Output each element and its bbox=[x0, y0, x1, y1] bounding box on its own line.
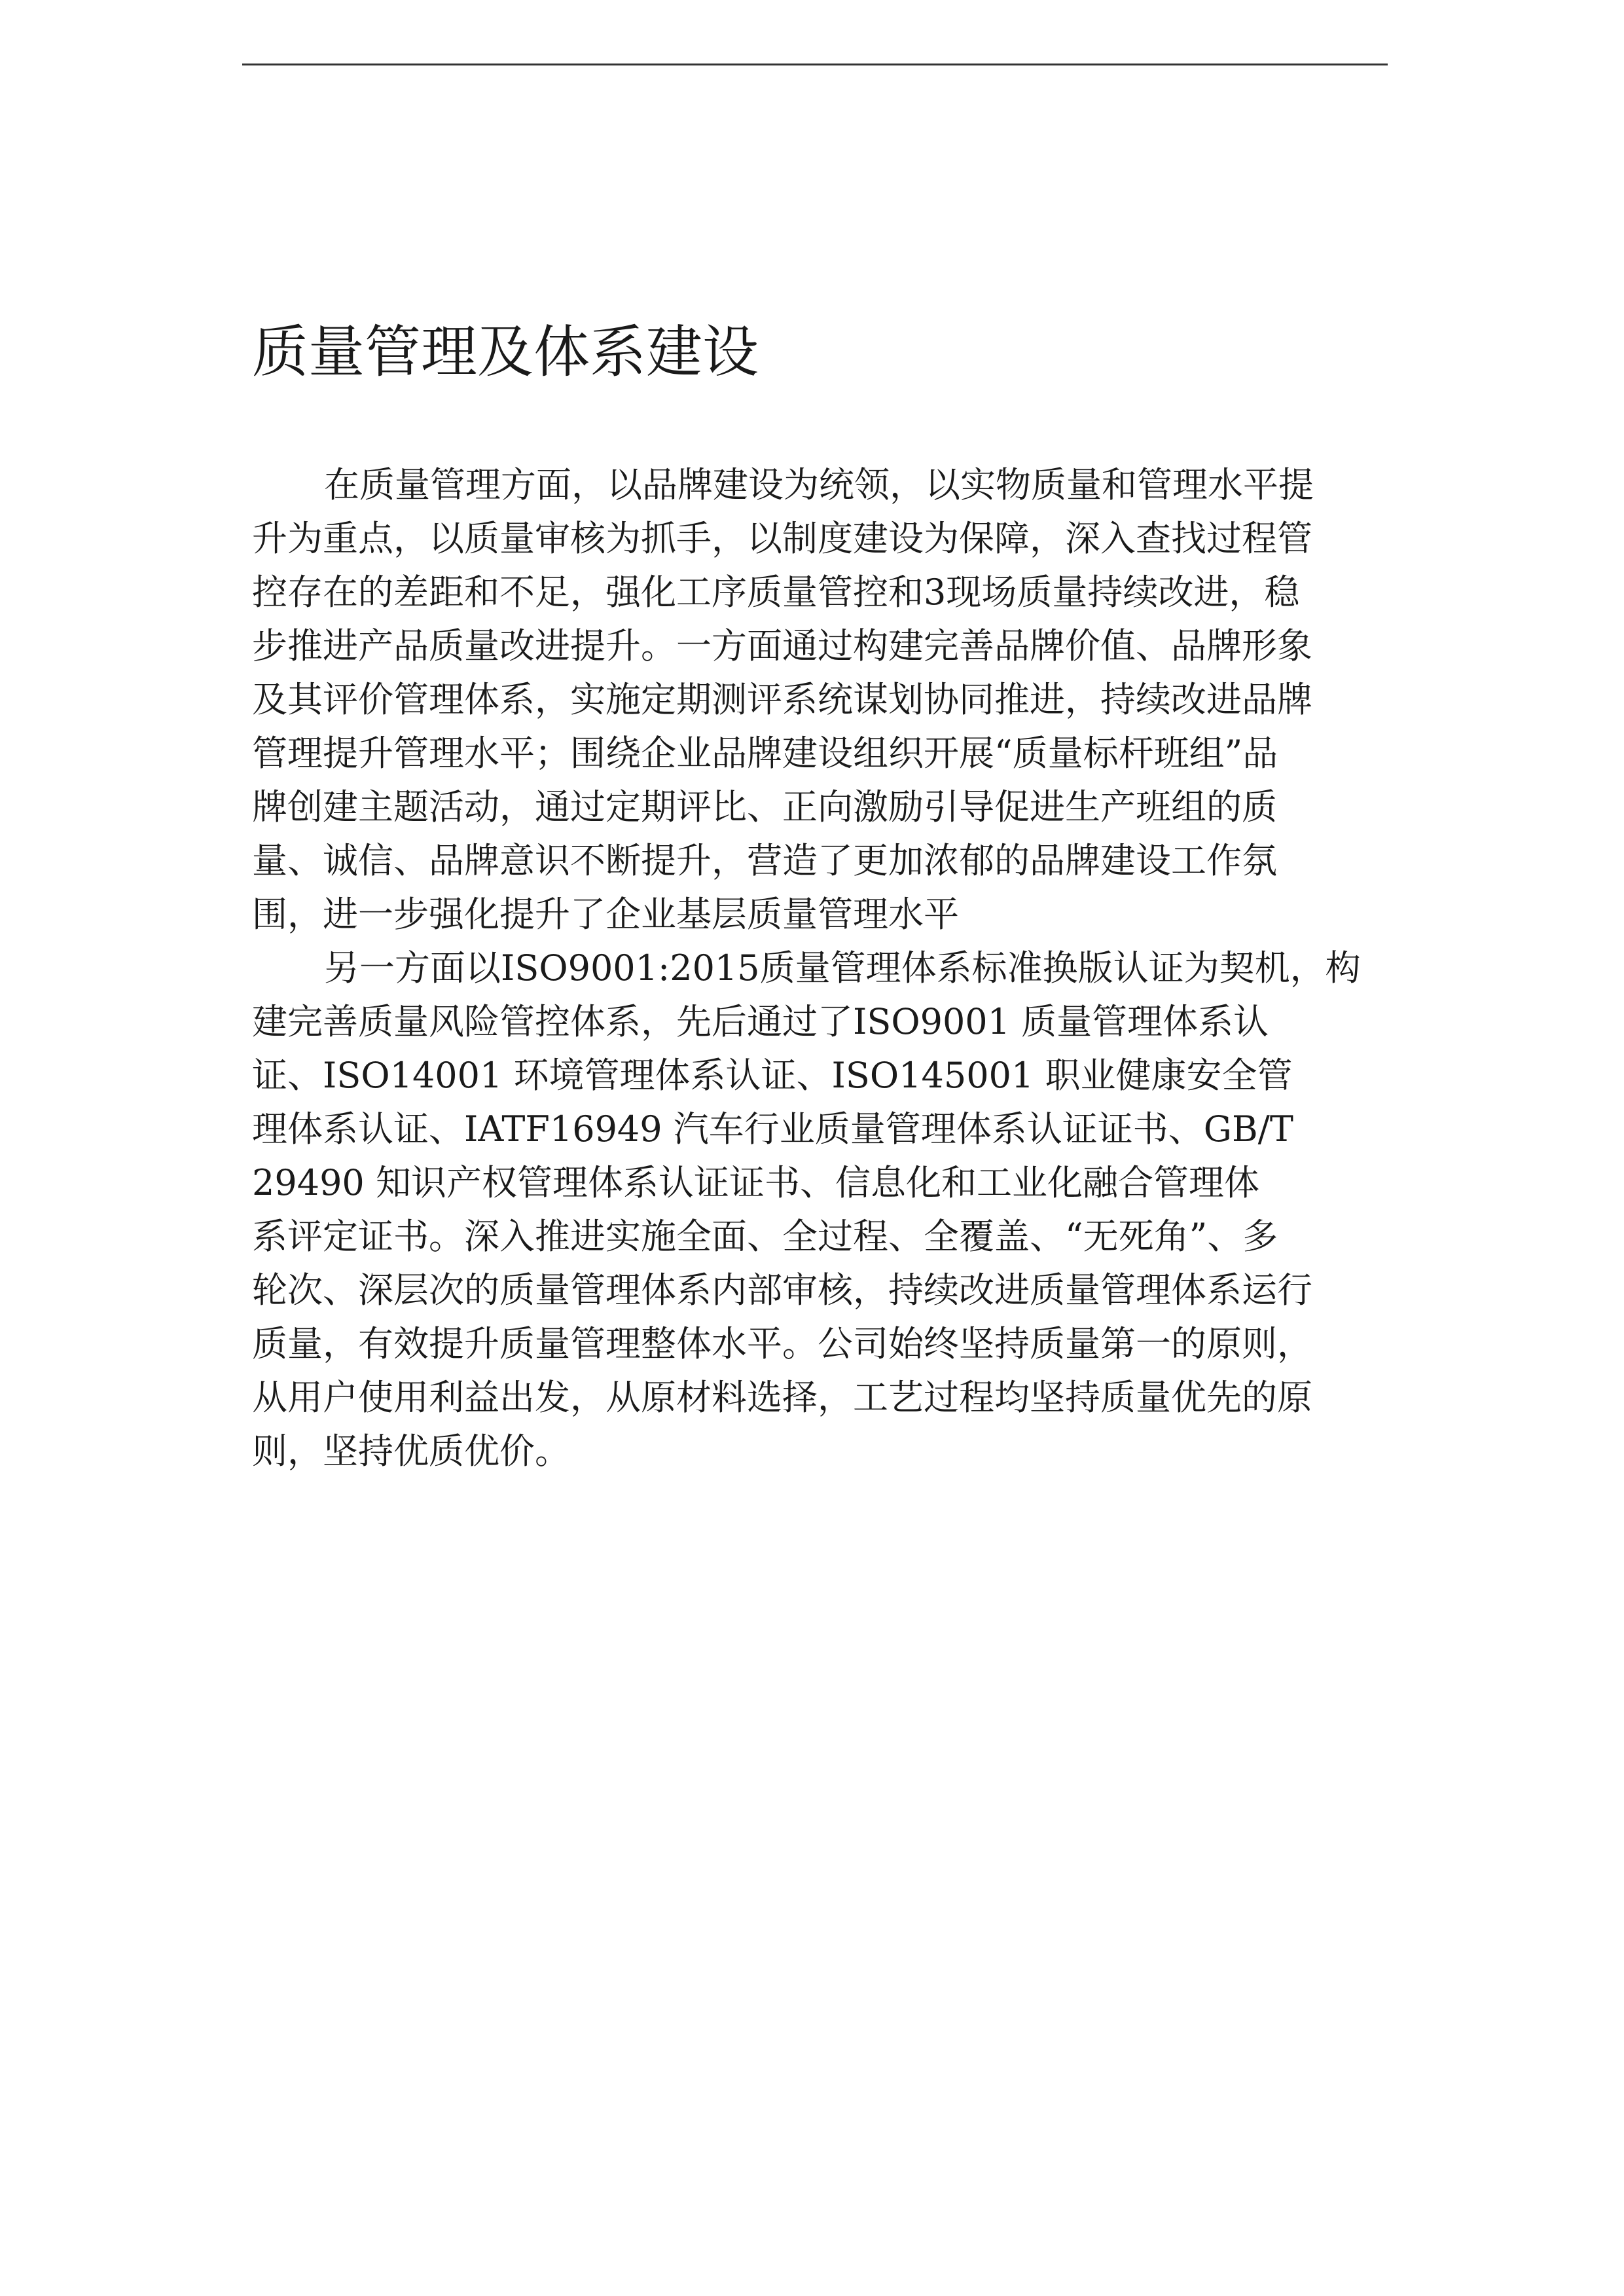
body-line: 控存在的差距和不足，强化工序质量管控和3现场质量持续改进，稳 bbox=[252, 572, 1300, 613]
body-line: 管理提升管理水平；围绕企业品牌建设组织开展“质量标杆班组”品 bbox=[252, 733, 1278, 774]
body-line: 系评定证书。深入推进实施全面、全过程、全覆盖、“无死角”、多 bbox=[252, 1216, 1278, 1257]
body-line: 在质量管理方面，以品牌建设为统领，以实物质量和管理水平提 bbox=[324, 464, 1314, 505]
body-line: 29490 知识产权管理体系认证证书、信息化和工业化融合管理体 bbox=[252, 1162, 1259, 1203]
body-line: 从用户使用利益出发，从原材料选择，工艺过程均坚持质量优先的原 bbox=[252, 1377, 1312, 1418]
body-line: 质量，有效提升质量管理整体水平。公司始终坚持质量第一的原则， bbox=[252, 1323, 1312, 1364]
body-line: 升为重点，以质量审核为抓手，以制度建设为保障，深入查找过程管 bbox=[252, 518, 1312, 559]
body-line: 围，进一步强化提升了企业基层质量管理水平 bbox=[252, 894, 959, 935]
body-line: 理体系认证、IATF16949 汽车行业质量管理体系认证证书、GB/T bbox=[252, 1108, 1293, 1150]
body-line: 量、诚信、品牌意识不断提升，营造了更加浓郁的品牌建设工作氛 bbox=[252, 840, 1277, 881]
body-line: 则，坚持优质优价。 bbox=[252, 1430, 570, 1472]
body-line: 及其评价管理体系，实施定期测评系统谋划协同推进，持续改进品牌 bbox=[252, 679, 1312, 720]
body-line: 证、ISO14001 环境管理体系认证、ISO145001 职业健康安全管 bbox=[252, 1055, 1293, 1096]
body-line: 建完善质量风险管控体系，先后通过了ISO9001 质量管理体系认 bbox=[252, 1001, 1269, 1042]
page-title: 质量管理及体系建设 bbox=[252, 319, 759, 385]
body-line: 牌创建主题活动，通过定期评比、正向激励引导促进生产班组的质 bbox=[252, 786, 1277, 828]
body-line: 另一方面以ISO9001:2015质量管理体系标准换版认证为契机，构 bbox=[324, 947, 1361, 989]
body-line: 步推进产品质量改进提升。一方面通过构建完善品牌价值、品牌形象 bbox=[252, 625, 1312, 666]
body-line: 轮次、深层次的质量管理体系内部审核，持续改进质量管理体系运行 bbox=[252, 1269, 1312, 1311]
body-text bbox=[252, 458, 1378, 1478]
header-rule bbox=[242, 64, 1388, 65]
